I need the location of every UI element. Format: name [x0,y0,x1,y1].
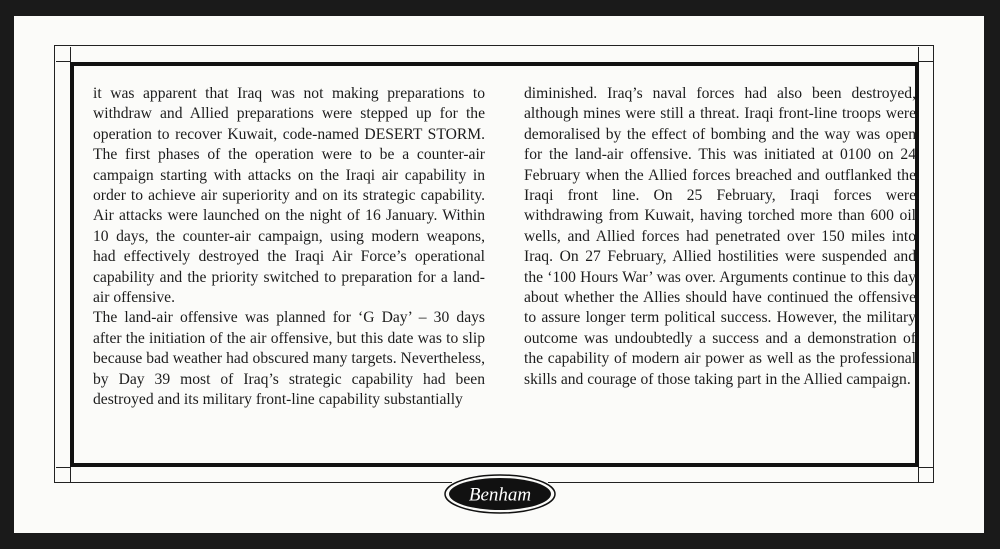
left-paragraph-2: The land-air offensive was planned for ‘G Day’ – 30 days after the initiation of the air offensive, but this date was to slip because bad weather had obscured many targets. Nevertheless, by Day 39 most of Iraq’s strategic capability had been destroyed and its military front-line capability substantially [93,309,485,409]
benham-logo-badge [440,469,560,519]
right-text-column [524,84,916,390]
benham-logo-text: Benham [468,484,532,506]
corner-step-bottom-right [918,467,933,482]
left-text-column [93,84,485,411]
corner-step-top-left [56,47,71,62]
corner-step-bottom-left [56,467,71,482]
corner-step-top-right [918,47,933,62]
right-paragraph-1: diminished. Iraq’s naval forces had also been destroyed, although mines were still a threat. Iraqi front-line troops were demoralised by the effect of bombing and the way was open for the land-air offensive. This was initiated at 0100 on 24 February when the Allied forces breached and outflanked the Iraqi front line. On 25 February, Iraqi forces were withdrawing from Kuwait, having torched more than 600 oil wells, and Allied forces had penetrated over 150 miles into Iraq. On 27 February, Allied hostilities were suspended and the ‘100 Hours War’ was over. Arguments continue to this day about whether the Allies should have continued the offensive to assure longer term political success. However, the military outcome was undoubtedly a success and a demonstration of the capability of modern air power as well as the professional skills and courage of those taking part in the Allied campaign. [524,85,916,388]
left-paragraph-1: it was apparent that Iraq was not making preparations to withdraw and Allied preparations were stepped up for the operation to recover Kuwait, code-named DESERT STORM. The first phases of the operation were to be a counter-air campaign starting with attacks on the Iraqi air capability in order to achieve air superiority and on its strategic capability. Air attacks were launched on the night of 16 January. Within 10 days, the counter-air campaign, using modern weapons, had effectively destroyed the Iraqi Air Force’s operational capability and the priority switched to preparation for a land-air offensive. [93,85,485,307]
benham-logo [440,469,560,519]
